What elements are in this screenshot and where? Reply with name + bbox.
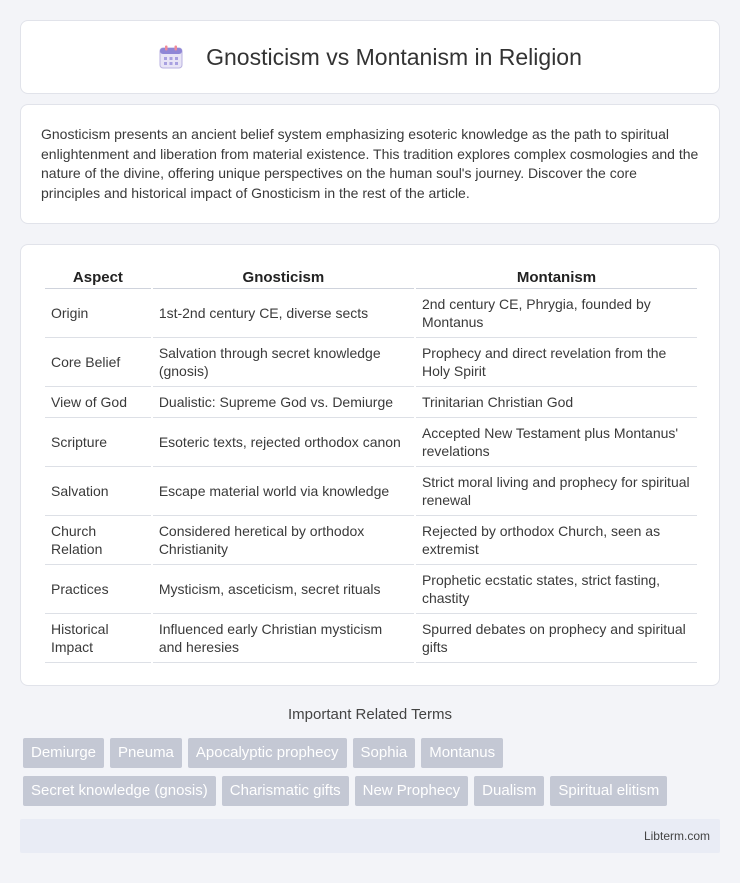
comparison-table bbox=[43, 265, 699, 663]
table-row bbox=[45, 516, 697, 565]
cell-gnosticism: 1st-2nd century CE, diverse sects bbox=[153, 289, 414, 338]
footer-site-link[interactable]: Libterm.com bbox=[643, 829, 710, 843]
cell-aspect: Scripture bbox=[45, 418, 151, 467]
cell-montanism: Spurred debates on prophecy and spiritual gifts bbox=[416, 614, 697, 663]
intro-card bbox=[20, 104, 720, 224]
tag-apocalyptic-prophecy[interactable]: Apocalyptic prophecy bbox=[188, 738, 347, 768]
tag-row bbox=[23, 776, 723, 806]
cell-montanism: Strict moral living and prophecy for spiritual renewal bbox=[416, 467, 697, 516]
tag-new-prophecy[interactable]: New Prophecy bbox=[355, 776, 469, 806]
related-terms-title: Important Related Terms bbox=[288, 706, 452, 723]
table-header-row bbox=[45, 265, 697, 289]
table-row bbox=[45, 338, 697, 387]
cell-montanism: Accepted New Testament plus Montanus' revelations bbox=[416, 418, 697, 467]
comparison-table-card bbox=[20, 244, 720, 686]
cell-aspect: Salvation bbox=[45, 467, 151, 516]
tag-charismatic-gifts[interactable]: Charismatic gifts bbox=[222, 776, 349, 806]
tag-demiurge[interactable]: Demiurge bbox=[23, 738, 104, 768]
cell-gnosticism: Influenced early Christian mysticism and heresies bbox=[153, 614, 414, 663]
table-row bbox=[45, 467, 697, 516]
cell-montanism: 2nd century CE, Phrygia, founded by Montanus bbox=[416, 289, 697, 338]
calendar-icon bbox=[158, 44, 184, 70]
cell-montanism: Rejected by orthodox Church, seen as extremist bbox=[416, 516, 697, 565]
cell-aspect: Historical Impact bbox=[45, 614, 151, 663]
tag-sophia[interactable]: Sophia bbox=[353, 738, 416, 768]
cell-montanism: Prophetic ecstatic states, strict fasting, chastity bbox=[416, 565, 697, 614]
cell-aspect: Church Relation bbox=[45, 516, 151, 565]
cell-aspect: Core Belief bbox=[45, 338, 151, 387]
tag-secret-knowledge[interactable]: Secret knowledge (gnosis) bbox=[23, 776, 216, 806]
table-row bbox=[45, 289, 697, 338]
tag-dualism[interactable]: Dualism bbox=[474, 776, 544, 806]
header-montanism: Montanism bbox=[416, 265, 697, 289]
footer bbox=[20, 819, 720, 853]
cell-gnosticism: Salvation through secret knowledge (gnosis) bbox=[153, 338, 414, 387]
related-terms-tags bbox=[23, 738, 723, 814]
header-aspect: Aspect bbox=[45, 265, 151, 289]
cell-gnosticism: Escape material world via knowledge bbox=[153, 467, 414, 516]
table-row bbox=[45, 387, 697, 418]
table-row bbox=[45, 565, 697, 614]
cell-gnosticism: Considered heretical by orthodox Christianity bbox=[153, 516, 414, 565]
table-row bbox=[45, 614, 697, 663]
cell-aspect: Practices bbox=[45, 565, 151, 614]
cell-montanism: Prophecy and direct revelation from the Holy Spirit bbox=[416, 338, 697, 387]
cell-aspect: View of God bbox=[45, 387, 151, 418]
cell-gnosticism: Esoteric texts, rejected orthodox canon bbox=[153, 418, 414, 467]
header-gnosticism: Gnosticism bbox=[153, 265, 414, 289]
cell-montanism: Trinitarian Christian God bbox=[416, 387, 697, 418]
intro-paragraph: Gnosticism presents an ancient belief system emphasizing esoteric knowledge as the path to spiritual enlightenment and liberation from material existence. This tradition explores complex cosmologies and the nature of the divine, offering unique perspectives on the human soul's journey. Discover the core principles and historical impact of Gnosticism in the rest of the article. bbox=[41, 126, 699, 201]
header-card bbox=[20, 20, 720, 94]
cell-gnosticism: Dualistic: Supreme God vs. Demiurge bbox=[153, 387, 414, 418]
tag-montanus[interactable]: Montanus bbox=[421, 738, 503, 768]
page-title: Gnosticism vs Montanism in Religion bbox=[206, 43, 582, 70]
table-row bbox=[45, 418, 697, 467]
tag-pneuma[interactable]: Pneuma bbox=[110, 738, 182, 768]
cell-aspect: Origin bbox=[45, 289, 151, 338]
cell-gnosticism: Mysticism, asceticism, secret rituals bbox=[153, 565, 414, 614]
tag-row bbox=[23, 738, 723, 768]
tag-spiritual-elitism[interactable]: Spiritual elitism bbox=[550, 776, 667, 806]
